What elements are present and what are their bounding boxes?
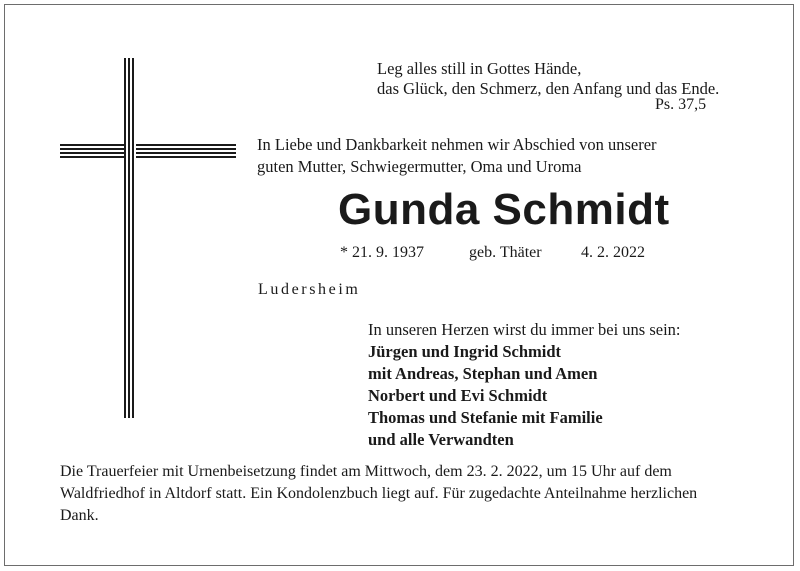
funeral-info-line: Dank. <box>60 507 99 524</box>
death-date: 4. 2. 2022 <box>581 244 645 261</box>
verse-line: das Glück, den Schmerz, den Anfang und das Ende. <box>377 79 720 98</box>
farewell-line: In Liebe und Dankbarkeit nehmen wir Abschied von unserer <box>257 135 657 154</box>
verse-line: Leg alles still in Gottes Hände, <box>377 59 582 78</box>
mourner-name: und alle Verwandten <box>368 430 514 449</box>
bible-verse <box>377 59 719 99</box>
cross-horizontal-beam <box>60 144 236 158</box>
mourner-name: Norbert und Evi Schmidt <box>368 386 548 405</box>
funeral-info-line: Waldfriedhof in Altdorf statt. Ein Kondolenzbuch liegt auf. Für zugedachte Anteilnahme herzlichen <box>60 485 698 502</box>
mourners-block <box>368 319 681 451</box>
farewell-text <box>257 134 657 178</box>
mourners-heading: In unseren Herzen wirst du immer bei uns sein: <box>368 320 681 339</box>
funeral-info-line: Die Trauerfeier mit Urnenbeisetzung findet am Mittwoch, dem 23. 2. 2022, um 15 Uhr auf dem <box>60 463 672 480</box>
place-name: Ludersheim <box>258 281 361 298</box>
mourner-name: Jürgen und Ingrid Schmidt <box>368 342 562 361</box>
mourner-name: mit Andreas, Stephan und Amen <box>368 364 598 383</box>
verse-reference: Ps. 37,5 <box>655 96 707 113</box>
maiden-name: geb. Thäter <box>469 244 542 261</box>
farewell-line: guten Mutter, Schwiegermutter, Oma und Uroma <box>257 157 582 176</box>
mourner-name: Thomas und Stefanie mit Familie <box>368 408 603 427</box>
cross-icon <box>60 58 236 418</box>
funeral-info <box>60 461 750 527</box>
birth-date: * 21. 9. 1937 <box>340 244 424 261</box>
deceased-name: Gunda Schmidt <box>338 185 670 234</box>
cross-vertical-beam <box>124 58 136 418</box>
